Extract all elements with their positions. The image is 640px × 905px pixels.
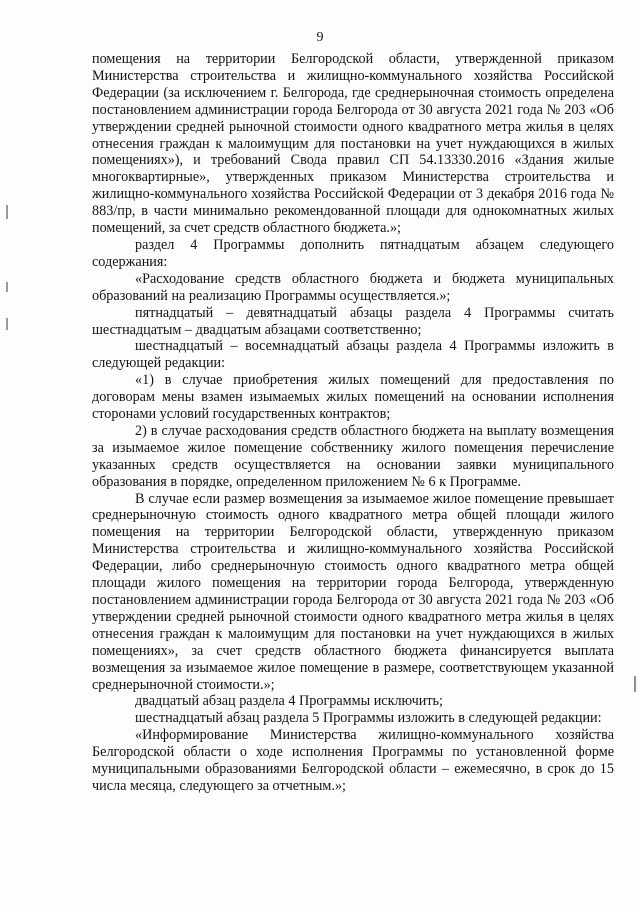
paragraph: «1) в случае приобретения жилых помещений для предоставления по договорам мены взамен изымаемых жилых помещений на основании исполнения сторонами условий государственных контрактов;: [92, 372, 614, 423]
scan-artifact: [6, 205, 8, 219]
paragraph: раздел 4 Программы дополнить пятнадцатым абзацем следующего содержания:: [92, 236, 614, 270]
paragraph: шестнадцатый абзац раздела 5 Программы изложить в следующей редакции:: [135, 710, 602, 727]
page-number: 9: [316, 30, 324, 45]
scan-artifact: [634, 676, 636, 692]
paragraph: «Информирование Министерства жилищно-коммунального хозяйства Белгородской области о ходе исполнения Программы по установленной форме муниципальными образованиями Белгородской области – ежемесячно, в срок до 15 числа месяца, следующего за отчетным.»;: [92, 727, 614, 794]
paragraph: двадцатый абзац раздела 4 Программы исключить;: [135, 693, 443, 710]
paragraph: «Расходование средств областного бюджета и бюджета муниципальных образований на реализацию Программы осуществляется.»;: [92, 270, 614, 304]
document-body: [92, 51, 614, 795]
scan-artifact: [6, 282, 8, 292]
scan-artifact: [6, 318, 8, 330]
paragraph: шестнадцатый – восемнадцатый абзацы раздела 4 Программы изложить в следующей редакции:: [92, 338, 614, 372]
paragraph: помещения на территории Белгородской области, утвержденной приказом Министерства строительства и жилищно-коммунального хозяйства Российской Федерации (за исключением г. Белгорода, где среднерыночная стоимость определена постановлением администрации города Белгорода от 30 августа 2021 года № 203 «Об утверждении средней рыночной стоимости одного квадратного метра жилья в целях отнесения граждан к малоимущим для постановки на учет нуждающихся в жилых помещениях»), и требований Свода правил СП 54.13330.2016 «Здания жилые многоквартирные», утвержденных приказом Министерства строительства и жилищно-коммунального хозяйства Российской Федерации от 3 декабря 2016 года № 883/пр, в части минимально рекомендованной площади для однокомнатных жилых помещений, за счет средств областного бюджета.»;: [92, 51, 614, 237]
paragraph: 2) в случае расходования средств областного бюджета на выплату возмещения за изымаемое жилое помещение собственнику жилого помещения перечисление указанных средств осуществляется на основании заявки муниципального образования в порядке, определенном приложением № 6 к Программе.: [92, 422, 614, 490]
paragraph: пятнадцатый – девятнадцатый абзацы раздела 4 Программы считать шестнадцатым – двадцатым абзацами соответственно;: [92, 304, 614, 338]
paragraph: В случае если размер возмещения за изымаемое жилое помещение превышает среднерыночную стоимость одного квадратного метра общей площади жилого помещения на территории Белгородской области, утвержденную приказом Министерства строительства и жилищно-коммунального хозяйства Российской Федерации, либо среднерыночную стоимость одного квадратного метра общей площади жилого помещения на территории города Белгорода, утвержденную постановлением администрации города Белгорода от 30 августа 2021 года № 203 «Об утверждении средней рыночной стоимости одного квадратного метра жилья в целях отнесения граждан к малоимущим для постановки на учет нуждающихся в жилых помещениях», за счет средств областного бюджета финансируется выплата возмещения за изымаемое жилое помещение в размере, соответствующем указанной среднерыночной стоимости.»;: [92, 490, 614, 693]
